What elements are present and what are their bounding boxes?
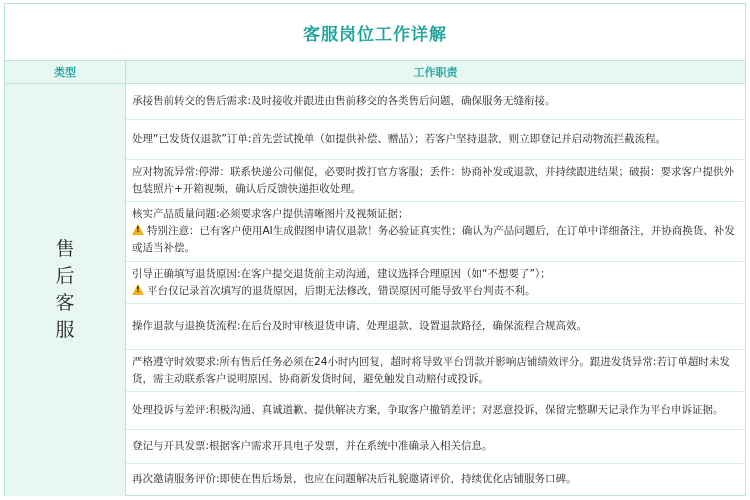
row-text: 处理投诉与差评:积极沟通、真诚道歉、提供解决方案，争取客户撤销差评；对恶意投诉，保留完整聊天记录作为平台申诉证据。 <box>132 404 724 417</box>
table-row <box>126 202 745 262</box>
table-body <box>5 84 745 496</box>
row-text: 引导正确填写退货原因:在客户提交退货前主动沟通，建议选择合理原因（如“不想要了”）； <box>132 267 551 280</box>
table-row <box>126 392 745 430</box>
row-warning <box>132 223 739 257</box>
row-text: 核实产品质量问题:必须要求客户提供清晰图片及视频证据； <box>132 208 409 221</box>
row-text: 处理“已发货仅退款”订单:首先尝试挽单（如提供补偿、赠品）；若客户坚持退款，则立即登记并启动物流拦截流程。 <box>132 133 667 146</box>
row-text: 登记与开具发票:根据客户需求开具电子发票，并在系统中准确录入相关信息。 <box>132 440 493 453</box>
row-text: 操作退款与退换货流程:在后台及时审核退货申请、处理退款、设置退款路径，确保流程合规高效。 <box>132 320 588 333</box>
row-warning <box>132 283 739 300</box>
warning-icon <box>132 224 144 235</box>
warning-icon <box>132 284 144 295</box>
table-row <box>126 84 745 120</box>
warning-text: 平台仅记录首次填写的退货原因，后期无法修改，错误原因可能导致平台判责不利。 <box>147 284 536 297</box>
row-text: 承接售前转交的售后需求:及时接收并跟进由售前移交的各类售后问题，确保服务无缝衔接。 <box>132 95 556 108</box>
table-row <box>126 160 745 202</box>
row-text: 严格遵守时效要求:所有售后任务必须在24小时内回复，超时将导致平台罚款并影响店铺绩效评分。跟进发货异常:若订单超时未发货，需主动联系客户说明原因、协商新发货时间，避免触发自动赔付或投诉。 <box>132 355 730 385</box>
header-duty: 工作职责 <box>413 66 458 79</box>
warning-text: 特别注意：已有客户使用AI生成假图申请仅退款！务必验证真实性；确认为产品问题后，在订单中详细备注，并协商换货、补发或适当补偿。 <box>132 225 735 255</box>
page-title: 客服岗位工作详解 <box>5 4 745 61</box>
table-row <box>126 350 745 392</box>
duty-list <box>126 84 745 496</box>
table-row <box>126 120 745 160</box>
duty-table <box>4 3 746 496</box>
row-text: 再次邀请服务评价:即使在售后场景，也应在问题解决后礼貌邀请评价，持续优化店铺服务口碑。 <box>132 473 577 486</box>
table-row <box>126 304 745 350</box>
table-row <box>126 430 745 463</box>
table-header <box>5 61 745 84</box>
header-type: 类型 <box>5 61 126 83</box>
type-cell <box>5 84 126 496</box>
type-label: 售后客服 <box>55 238 75 341</box>
table-row <box>126 464 745 496</box>
row-text: 应对物流异常:停滞：联系快递公司催促，必要时拨打官方客服；丢件：协商补发或退款，并持续跟进结果；破损：要求客户提供外包装照片+开箱视频，确认后反馈快递拒收处理。 <box>132 165 735 195</box>
table-row <box>126 262 745 304</box>
